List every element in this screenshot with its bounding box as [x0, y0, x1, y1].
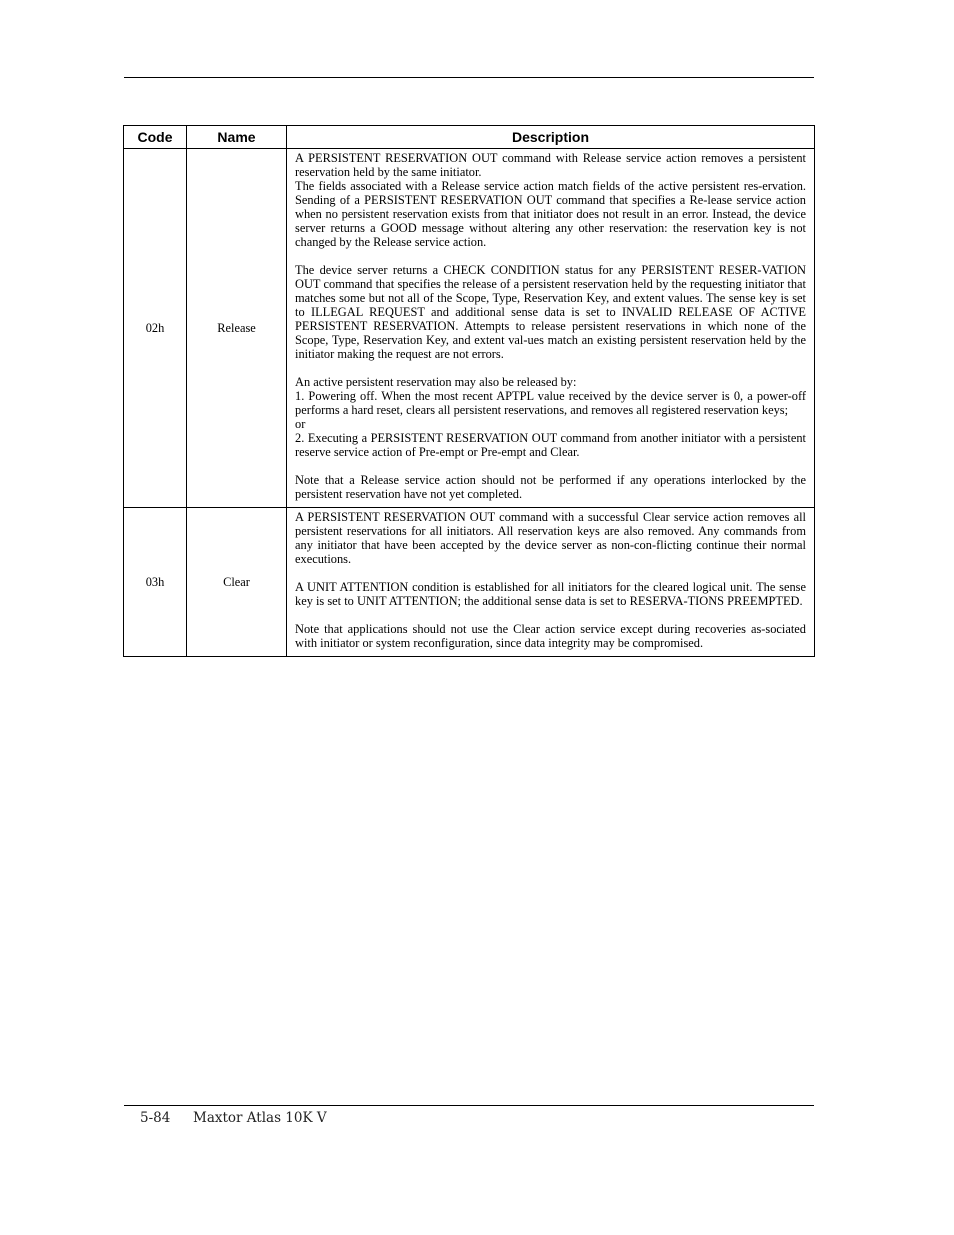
description-paragraph: A UNIT ATTENTION condition is established for all initiators for the cleared logical unit. The sense key is set to UNIT ATTENTION; the additional sense data is set to RESERVA-TIONS PREEMPTED. [295, 580, 806, 608]
product-name: Maxtor Atlas 10K V [193, 1110, 327, 1126]
row-code: 03h [124, 508, 187, 657]
description-paragraph: Note that a Release service action should not be performed if any operations interlocked by the persistent reservation have not yet completed. [295, 473, 806, 501]
table-row [124, 149, 815, 508]
description-paragraph: A PERSISTENT RESERVATION OUT command with Release service action removes a persistent reservation held by the same initiator. The fields associated with a Release service action match fields of the active persistent res-ervation. Sending of a PERSISTENT RESERVATION OUT command that specifies a Re-lease service action when no persistent reservation exists from that initiator does not result in an error. Instead, the device server returns a GOOD message without altering any other reservation: the reservation key is not changed by the Release service action. [295, 151, 806, 249]
row-name: Clear [187, 508, 287, 657]
column-header-code: Code [124, 126, 187, 149]
description-paragraph: The device server returns a CHECK CONDITION status for any PERSISTENT RESER-VATION OUT command that specifies the release of a persistent reservation held by the requesting initiator that matches some but not all of the Scope, Type, Reservation Key, and extent values. The sense key is set to ILLEGAL REQUEST and additional sense data is set to INVALID RELEASE OF ACTIVE PERSISTENT RESERVATION. Attempts to release persistent reservations in which none of the Scope, Type, Reservation Key, and extent val-ues match an existing persistent reservation held by the initiator making the request are not errors. [295, 263, 806, 361]
description-paragraph: A PERSISTENT RESERVATION OUT command with a successful Clear service action removes all persistent reservations for all initiators. All reservation keys are also removed. Any commands from any initiator that have been accepted by the device server as non-con-flicting continue their normal executions. [295, 510, 806, 566]
row-name: Release [187, 149, 287, 508]
footer-rule [124, 1105, 814, 1106]
description-paragraph: An active persistent reservation may also be released by: 1. Powering off. When the most recent APTPL value received by the device server is 0, a power-off performs a hard reset, clears all persistent reservations, and removes all registered reservation keys; or 2. Executing a PERSISTENT RESERVATION OUT command from another initiator with a persistent reserve service action of Pre-empt or Pre-empt and Clear. [295, 375, 806, 459]
table-header-row [124, 126, 815, 149]
column-header-description: Description [287, 126, 815, 149]
row-code: 02h [124, 149, 187, 508]
command-table [123, 125, 815, 657]
header-rule [124, 77, 814, 78]
row-description [287, 149, 815, 508]
page-footer [140, 1109, 327, 1127]
table-row [124, 508, 815, 657]
page-number: 5-84 [140, 1110, 171, 1126]
column-header-name: Name [187, 126, 287, 149]
row-description [287, 508, 815, 657]
description-paragraph: Note that applications should not use the Clear action service except during recoveries as-sociated with initiator or system reconfiguration, since data integrity may be compromised. [295, 622, 806, 650]
